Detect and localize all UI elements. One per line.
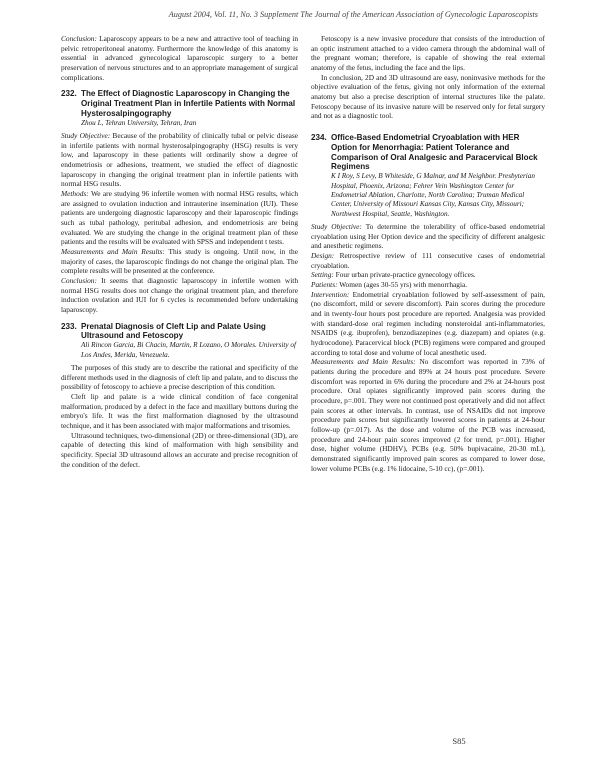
abstract-234-paragraph	[311, 270, 545, 280]
abstract-234-paragraph	[311, 280, 545, 290]
paragraph-label: Measurements and Main Results:	[61, 246, 165, 256]
abstract-233-title	[61, 322, 298, 342]
abstract-233-paragraph	[61, 431, 298, 470]
abstract-232-paragraph	[61, 189, 298, 247]
abstract-title-text: Office-Based Endometrial Cryoablation with HER Option for Menorrhagia: Patient Tolerance and Comparison of Oral Analgesic and Paracervical Block Regimens	[331, 132, 538, 172]
right-column	[311, 34, 545, 473]
abstract-number: 232.	[61, 89, 77, 99]
paragraph-label: Methods:	[61, 189, 89, 199]
abstract-title-text: The Effect of Diagnostic Laparoscopy in Changing the Original Treatment Plan in Infertile Patients with Normal Hysterosalpingography	[81, 89, 296, 118]
right-intro-paragraph	[311, 34, 545, 73]
abstract-number: 233.	[61, 321, 77, 331]
author-line: K I Roy, S Levy, B Whiteside, G Malnar, and M Neighbor. Presbyterian Hospital, Phoenix, Arizona; Fehrer Vein Washington Center for Endometrial Ablation, Charlotte, North Carolina; Truman Medical Center, University of Missouri Kansas City, Kansas City, Missouri; Northwest Hospital, Seattle, Washington.	[331, 172, 535, 218]
paragraph-label: Study Objective:	[61, 131, 111, 141]
paragraph-text: Fetoscopy is a new invasive procedure that consists of the introduction of an optic instrument attached to a video camera through the abdominal wall of the pregnant woman; therefore, is capable of showing the real external anatomy of the fetus, including the face and the lips.	[311, 34, 545, 72]
paragraph-text: Retrospective review of 111 consecutive cases of endometrial cryoablation.	[311, 251, 545, 270]
paragraph-label: Patients:	[311, 280, 338, 290]
intro-paragraph	[61, 34, 298, 82]
paragraph-text: Women (ages 30-55 yrs) with menorrhagia.	[337, 280, 468, 290]
abstract-title-text: Prenatal Diagnosis of Cleft Lip and Palate Using Ultrasound and Fetoscopy	[81, 321, 266, 341]
paragraph-text: In conclusion, 2D and 3D ultrasound are easy, noninvasive methods for the objective evaluation of the fetus, giving not only information of the external anatomy but also a precise description of internal structures like the palate. Fetoscopy because of its invasive nature will be reserved only for fetal surgery and not as a diagnostic tool.	[311, 72, 545, 121]
author-line: Ali Rincon Garcia, Bi Chacin, Martin, R Lozano, O Morales. University of Los Andes, Merida, Venezuela.	[81, 341, 296, 359]
paragraph-text: We are studying 96 infertile women with normal HSG results, which are assigned to ovulation induction and intrauterine insemination (IUI). These patients are undergoing diagnostic laparoscopy and their laparoscopic findings such as tubal pathology, peritubal adhesion, and endometriosis are being evaluated. We are studying the change in the original treatment plan of these patients and the results will be evaluated with SPSS and independent t tests.	[61, 189, 298, 247]
paragraph-label: Design:	[311, 251, 335, 261]
abstract-234-authors	[311, 172, 545, 219]
abstract-234-paragraph	[311, 222, 545, 251]
abstract-number: 234.	[311, 132, 327, 142]
paragraph-text: The purposes of this study are to describe the rational and specificity of the different methods used in the diagnosis of cleft lip and palate, and to discuss the possibility of fetoscopy to achieve a precise description of this condition.	[61, 362, 298, 392]
running-head: August 2004, Vol. 11, No. 3 Supplement The Journal of the American Association of Gynecologic Laparoscopists	[168, 10, 538, 19]
author-line: Zhou L, Tehran University, Tehran, Iran	[81, 118, 197, 127]
left-column	[61, 34, 298, 469]
abstract-233-authors	[61, 341, 298, 360]
paragraph-label: Setting:	[311, 270, 334, 280]
abstract-232-paragraph	[61, 247, 298, 276]
paragraph-text: To determine the tolerability of office-based endometrial cryoablation using Her Option device and the specificity of different analgesic and anesthetic regimens.	[311, 222, 545, 251]
paragraph-text: Ultrasound techniques, two-dimensional (2D) or three-dimensional (3D), are capable of detecting this kind of malformation with high sensibility and specificity. Special 3D ultrasound allows an accurate and precise recognition of the condition of the defect.	[61, 430, 298, 469]
abstract-233-paragraph	[61, 392, 298, 431]
paragraph-text: Endometrial cryoablation followed by self-assessment of pain, (no discomfort, mild or severe discomfort). Pain scores during the procedure and in twenty-four hours post procedure are reported. Analgesia was provided with standard-dose oral regimen including nonsteroidal anti-inflammatories, NSAIDS (e.g. ibuprofen), benzodiazepines (e.g. diazepam) and opiates (e.g. hydrocodone). Paracervical block (PCB) regimens were compared and grouped according to total dose and volume of local anesthetic used.	[311, 289, 545, 357]
paragraph-text: It seems that diagnostic laparoscopy in infertile women with normal HSG results does not change the original treatment plan, and therefore induction ovulation and IUI for 6 cycles is recommended before undertaking laparoscopy.	[61, 275, 298, 314]
paragraph-text: Four urban private-practice gynecology offices.	[333, 270, 476, 280]
abstract-233-paragraph	[61, 363, 298, 392]
paragraph-label: Study Objective:	[311, 222, 362, 232]
right-intro-paragraph	[311, 73, 545, 121]
abstract-232-authors	[61, 119, 298, 128]
abstract-234-paragraph	[311, 251, 545, 270]
abstract-232-title	[61, 89, 298, 118]
abstract-234-paragraph	[311, 357, 545, 473]
abstract-234-title	[311, 133, 545, 172]
abstract-232-paragraph	[61, 131, 298, 189]
paragraph-label: Conclusion:	[61, 275, 97, 285]
paragraph-text: Laparoscopy appears to be a new and attractive tool of teaching in pelvic retroperitoneal anatomy. Furthermore the knowledge of this anatomy is essential in advanced gynecological laparoscopic surgery to a better preservation of nervous structures and to an appropriate management of surgical complications.	[61, 34, 298, 82]
page-number: S85	[452, 736, 466, 746]
paragraph-text: Cleft lip and palate is a wide clinical condition of face congenital malformation, produced by a defect in the face and maxillary buttons during the embryo's life. It was the first malformation diagnosed by the ultrasound technique, and it has been associated with major malformations and trisomies.	[61, 391, 298, 430]
paragraph-label: Intervention:	[311, 289, 350, 299]
abstract-234-paragraph	[311, 290, 545, 358]
abstract-232-paragraph	[61, 276, 298, 315]
paragraph-text: No discomfort was reported in 73% of patients during the procedure and 89% at 24 hours post procedure. Severe discomfort was reported in 6% during the procedure and 2% at 24-hours post procedure. Oral opiates significantly improved pain scores during the procedure, p=.001. They were not continued post operatively and did not affect pain scores at other intervals. In contrast, use of NSAIDs did not improve procedure pain scores but significantly lowered scores in patients at 24-hour follow-up (p=.017). As the dose and volume of the PCB was increased, procedure and 24-hour pain scores improved (2 for trend, p=.001). Higher dose, higher volume (HDHV), PCBs (e.g. 50% bupivacaine, 20-30 mL), demonstrated significantly improved pain scores as compared to lower dose, lower volume PCBs (e.g. 1% lidocaine, 5-10 cc), (p=.001).	[311, 357, 545, 473]
paragraph-label: Measurements and Main Results:	[311, 357, 416, 367]
paragraph-label: Conclusion:	[61, 34, 97, 43]
paragraph-text: This study is ongoing. Until now, in the majority of cases, the laparoscopic findings do not change the original plan. The complete results will be presented at the conference.	[61, 246, 298, 276]
paragraph-text: Because of the probability of clinically tubal or pelvic disease in infertile patients with normal hysterosalpingography (HSG) results is very low, and laparoscopy in these patients will ordinarily show a degree of endometriosis or adhesions, treatment, we studied the effect of diagnostic laparoscopy in changing the original treatment plan in infertile patients with normal HSG results.	[61, 131, 298, 189]
